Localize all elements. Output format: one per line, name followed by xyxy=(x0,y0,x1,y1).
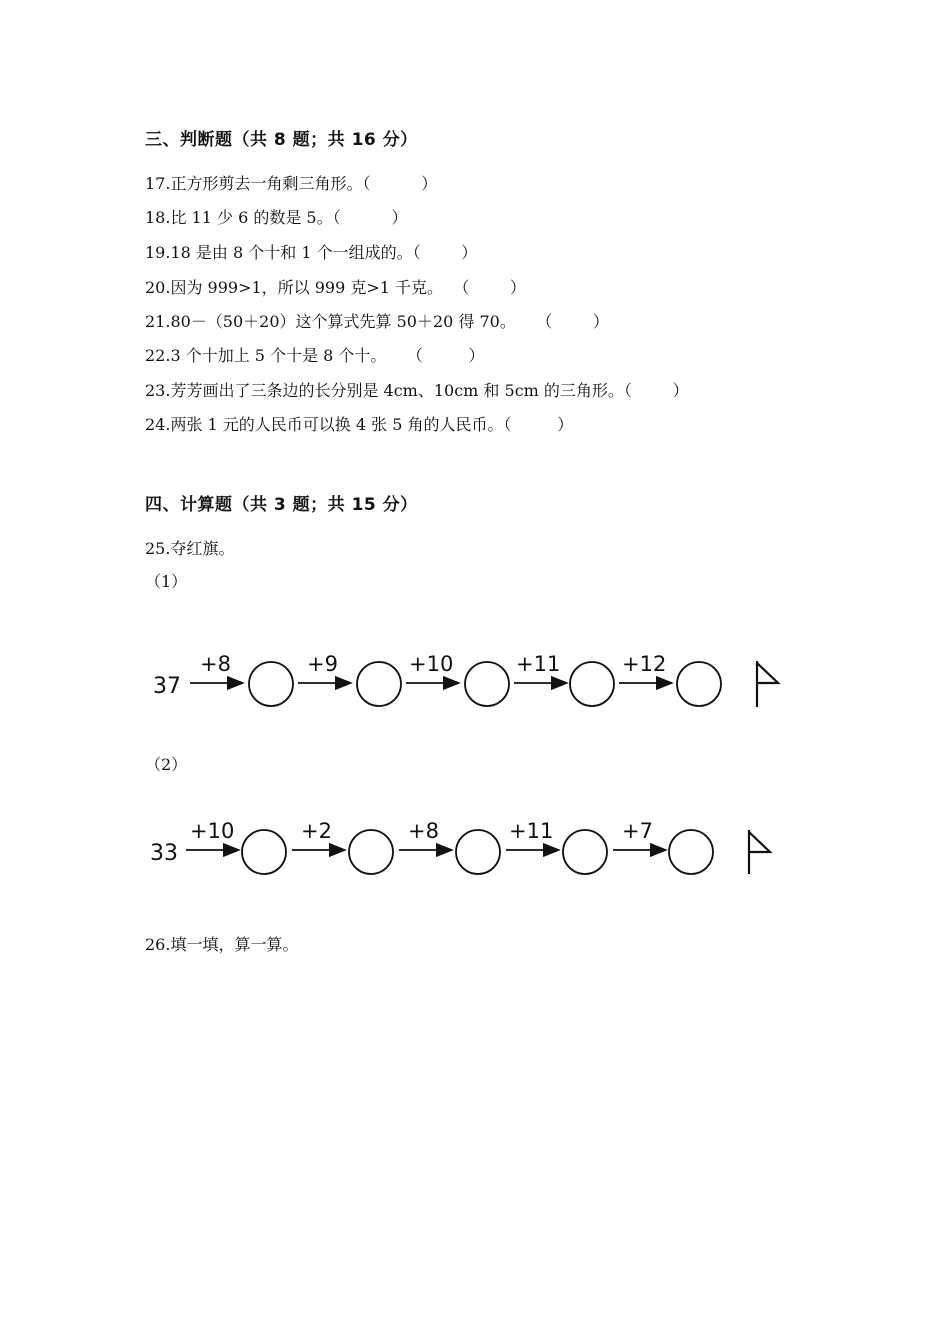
flag-icon xyxy=(749,830,770,874)
question-26: 26.填一填，算一算。 xyxy=(145,935,299,954)
flag-chain-2 xyxy=(0,812,950,892)
answer-circle[interactable] xyxy=(465,662,509,706)
question-20: 20.因为 999>1，所以 999 克>1 千克。 （ ） xyxy=(145,278,526,297)
chain-1-op-5: +12 xyxy=(622,652,667,676)
question-22: 22.3 个十加上 5 个十是 8 个十。 （ ） xyxy=(145,346,485,365)
question-21: 21.80－（50＋20）这个算式先算 50＋20 得 70。 （ ） xyxy=(145,312,609,331)
chain-1-op-4: +11 xyxy=(516,652,561,676)
chain-1-op-1: +8 xyxy=(200,652,231,676)
chain-2-op-5: +7 xyxy=(622,819,653,843)
chain-2-op-2: +2 xyxy=(301,819,332,843)
question-23: 23.芳芳画出了三条边的长分别是 4cm、10cm 和 5cm 的三角形。（ ） xyxy=(145,381,689,400)
question-24: 24.两张 1 元的人民币可以换 4 张 5 角的人民币。（ ） xyxy=(145,415,574,434)
section-title-judgement: 三、判断题（共 8 题；共 16 分） xyxy=(145,130,418,150)
question-25-part-1-label: （1） xyxy=(145,572,188,591)
answer-circle[interactable] xyxy=(249,662,293,706)
chain-2-op-1: +10 xyxy=(190,819,235,843)
answer-circle[interactable] xyxy=(677,662,721,706)
answer-circle[interactable] xyxy=(563,830,607,874)
section-title-calculation: 四、计算题（共 3 题；共 15 分） xyxy=(145,495,418,515)
question-17: 17.正方形剪去一角剩三角形。（ ） xyxy=(145,174,438,193)
chain-1-start-number: 37 xyxy=(153,674,181,699)
chain-1-op-2: +9 xyxy=(307,652,338,676)
chain-2-start-number: 33 xyxy=(150,841,178,866)
flag-chain-1 xyxy=(0,645,950,725)
answer-circle[interactable] xyxy=(570,662,614,706)
question-19: 19.18 是由 8 个十和 1 个一组成的。（ ） xyxy=(145,243,478,262)
chain-2-op-3: +8 xyxy=(408,819,439,843)
answer-circle[interactable] xyxy=(456,830,500,874)
answer-circle[interactable] xyxy=(669,830,713,874)
chain-1-op-3: +10 xyxy=(409,652,454,676)
answer-circle[interactable] xyxy=(357,662,401,706)
answer-circle[interactable] xyxy=(242,830,286,874)
chain-2-op-4: +11 xyxy=(509,819,554,843)
question-18: 18.比 11 少 6 的数是 5。（ ） xyxy=(145,208,408,227)
question-25-part-2-label: （2） xyxy=(145,755,188,774)
question-25: 25.夺红旗。 xyxy=(145,539,235,558)
answer-circle[interactable] xyxy=(349,830,393,874)
flag-icon xyxy=(757,661,778,707)
